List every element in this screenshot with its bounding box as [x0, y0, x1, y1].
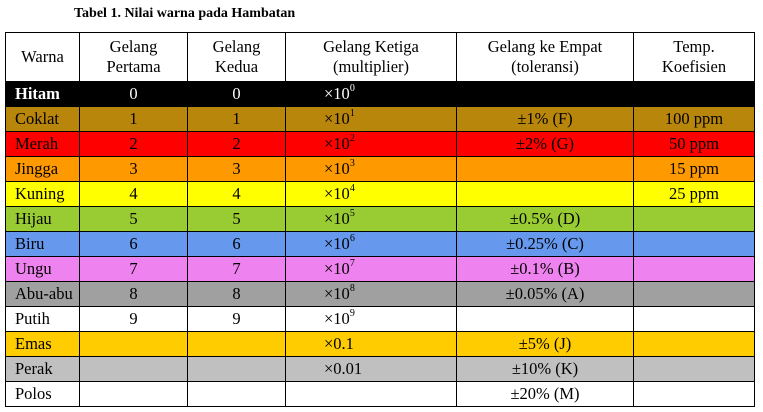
- gelang-pertama-cell: 1: [80, 107, 188, 132]
- warna-cell: Hitam: [6, 82, 80, 107]
- temp-koefisien-cell: [634, 207, 755, 232]
- multiplier-exponent: 6: [349, 232, 355, 244]
- warna-cell: Hijau: [6, 207, 80, 232]
- warna-cell: Perak: [6, 357, 80, 382]
- gelang-kedua-cell: 3: [188, 157, 286, 182]
- gelang-kedua-cell: [188, 357, 286, 382]
- header-row: [6, 33, 755, 82]
- toleransi-cell: ±0.1% (B): [457, 257, 634, 282]
- gelang-pertama-cell: 5: [80, 207, 188, 232]
- multiplier-exponent: 3: [349, 157, 355, 169]
- temp-koefisien-cell: 15 ppm: [634, 157, 755, 182]
- multiplier-exponent: 7: [349, 257, 355, 269]
- warna-cell: Kuning: [6, 182, 80, 207]
- gelang-pertama-cell: 4: [80, 182, 188, 207]
- temp-koefisien-cell: [634, 232, 755, 257]
- temp-koefisien-cell: 25 ppm: [634, 182, 755, 207]
- multiplier-base: ×0.01: [324, 359, 363, 378]
- multiplier-exponent: 5: [349, 207, 355, 219]
- temp-koefisien-cell: 100 ppm: [634, 107, 755, 132]
- multiplier-cell: [286, 307, 457, 332]
- temp-koefisien-cell: [634, 382, 755, 407]
- table-row: [6, 332, 755, 357]
- table-row: [6, 257, 755, 282]
- gelang-kedua-cell: 4: [188, 182, 286, 207]
- toleransi-cell: ±5% (J): [457, 332, 634, 357]
- temp-koefisien-cell: [634, 282, 755, 307]
- table-row: [6, 282, 755, 307]
- gelang-kedua-cell: 1: [188, 107, 286, 132]
- multiplier-exponent: 8: [349, 282, 355, 294]
- multiplier-base: ×10: [324, 184, 350, 203]
- multiplier-cell: [286, 107, 457, 132]
- multiplier-cell: [286, 332, 457, 357]
- multiplier-base: ×10: [324, 259, 350, 278]
- multiplier-cell: [286, 157, 457, 182]
- toleransi-cell: ±20% (M): [457, 382, 634, 407]
- warna-cell: Ungu: [6, 257, 80, 282]
- gelang-pertama-cell: [80, 357, 188, 382]
- table-row: [6, 157, 755, 182]
- multiplier-base: ×10: [324, 209, 350, 228]
- gelang-pertama-cell: [80, 332, 188, 357]
- toleransi-cell: ±2% (G): [457, 132, 634, 157]
- table-row: [6, 107, 755, 132]
- gelang-pertama-cell: 3: [80, 157, 188, 182]
- toleransi-cell: ±0.05% (A): [457, 282, 634, 307]
- table-caption: Tabel 1. Nilai warna pada Hambatan: [74, 6, 296, 21]
- multiplier-exponent: 1: [349, 107, 355, 119]
- multiplier-cell: [286, 357, 457, 382]
- multiplier-exponent: 4: [349, 182, 355, 194]
- table-row: [6, 382, 755, 407]
- gelang-kedua-cell: 7: [188, 257, 286, 282]
- temp-koefisien-cell: [634, 332, 755, 357]
- multiplier-base: ×10: [324, 134, 350, 153]
- warna-cell: Putih: [6, 307, 80, 332]
- warna-cell: Polos: [6, 382, 80, 407]
- table-row: [6, 82, 755, 107]
- temp-koefisien-cell: [634, 257, 755, 282]
- warna-cell: Merah: [6, 132, 80, 157]
- multiplier-base: ×10: [324, 84, 350, 103]
- gelang-kedua-cell: 8: [188, 282, 286, 307]
- temp-koefisien-cell: 50 ppm: [634, 132, 755, 157]
- temp-koefisien-cell: [634, 82, 755, 107]
- multiplier-cell: [286, 132, 457, 157]
- multiplier-base: ×10: [324, 159, 350, 178]
- multiplier-base: ×0.1: [324, 334, 354, 353]
- gelang-kedua-cell: 2: [188, 132, 286, 157]
- table-row: [6, 207, 755, 232]
- table-row: [6, 357, 755, 382]
- table-row: [6, 232, 755, 257]
- temp-koefisien-cell: [634, 357, 755, 382]
- resistor-color-table: [5, 32, 755, 407]
- multiplier-base: ×10: [324, 234, 350, 253]
- gelang-kedua-cell: 0: [188, 82, 286, 107]
- multiplier-exponent: 9: [349, 307, 355, 319]
- gelang-pertama-cell: 0: [80, 82, 188, 107]
- toleransi-cell: [457, 307, 634, 332]
- header-gelang-pertama: Gelang Pertama: [80, 33, 188, 82]
- gelang-pertama-cell: 2: [80, 132, 188, 157]
- multiplier-exponent: 0: [349, 82, 355, 94]
- gelang-pertama-cell: [80, 382, 188, 407]
- gelang-pertama-cell: 8: [80, 282, 188, 307]
- gelang-kedua-cell: [188, 382, 286, 407]
- multiplier-base: ×10: [324, 109, 350, 128]
- multiplier-base: ×10: [324, 284, 350, 303]
- header-gelang-kedua: Gelang Kedua: [188, 33, 286, 82]
- header-gelang-keempat: Gelang ke Empat (toleransi): [457, 33, 634, 82]
- gelang-kedua-cell: 5: [188, 207, 286, 232]
- warna-cell: Emas: [6, 332, 80, 357]
- toleransi-cell: ±10% (K): [457, 357, 634, 382]
- table-row: [6, 307, 755, 332]
- toleransi-cell: ±0.25% (C): [457, 232, 634, 257]
- multiplier-cell: [286, 282, 457, 307]
- gelang-kedua-cell: 9: [188, 307, 286, 332]
- toleransi-cell: [457, 82, 634, 107]
- multiplier-cell: [286, 82, 457, 107]
- gelang-kedua-cell: [188, 332, 286, 357]
- gelang-pertama-cell: 6: [80, 232, 188, 257]
- toleransi-cell: [457, 182, 634, 207]
- multiplier-cell: [286, 232, 457, 257]
- header-warna: Warna: [6, 33, 80, 82]
- temp-koefisien-cell: [634, 307, 755, 332]
- warna-cell: Abu-abu: [6, 282, 80, 307]
- table-row: [6, 132, 755, 157]
- multiplier-cell: [286, 257, 457, 282]
- warna-cell: Biru: [6, 232, 80, 257]
- multiplier-cell: [286, 182, 457, 207]
- header-gelang-ketiga: Gelang Ketiga (multiplier): [286, 33, 457, 82]
- warna-cell: Coklat: [6, 107, 80, 132]
- toleransi-cell: ±0.5% (D): [457, 207, 634, 232]
- gelang-pertama-cell: 7: [80, 257, 188, 282]
- multiplier-cell: [286, 207, 457, 232]
- gelang-pertama-cell: 9: [80, 307, 188, 332]
- gelang-kedua-cell: 6: [188, 232, 286, 257]
- multiplier-base: ×10: [324, 309, 350, 328]
- header-temp-koefisien: Temp. Koefisien: [634, 33, 755, 82]
- table-row: [6, 182, 755, 207]
- table-body: [6, 82, 755, 407]
- multiplier-cell: [286, 382, 457, 407]
- toleransi-cell: ±1% (F): [457, 107, 634, 132]
- warna-cell: Jingga: [6, 157, 80, 182]
- multiplier-exponent: 2: [349, 132, 355, 144]
- toleransi-cell: [457, 157, 634, 182]
